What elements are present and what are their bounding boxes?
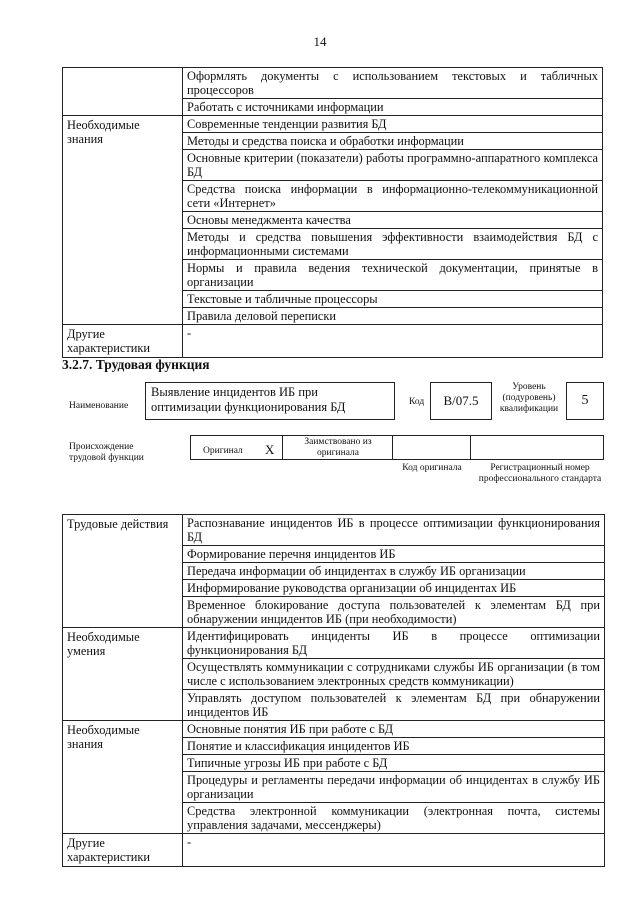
- origin-divider-1: [282, 435, 283, 460]
- other-value: -: [183, 834, 605, 867]
- level-label: Уровень (подуровень) квалификации: [499, 382, 559, 414]
- other-label: Другие характеристики: [63, 834, 183, 867]
- original-label: Оригинал: [203, 446, 243, 456]
- origin-grid: [190, 435, 604, 460]
- actions-label: Трудовые действия: [63, 515, 183, 628]
- table-row: [63, 721, 605, 738]
- function-name-box: [145, 382, 395, 420]
- knowledge-item: Понятие и классификация инцидентов ИБ: [183, 738, 605, 755]
- code-value: B/07.5: [443, 393, 479, 408]
- section-title: 3.2.7. Трудовая функция: [62, 357, 210, 372]
- knowledge-item: Средства поиска информации в информационно-телекоммуникационной сети «Интернет»: [183, 181, 603, 212]
- empty-label-cell: [63, 68, 183, 116]
- knowledge-item: Средства электронной коммуникации (электронная почта, системы управления задачами, мессенджеры): [183, 803, 605, 834]
- action-item: Распознавание инцидентов ИБ в процессе оптимизации функционирования БД: [183, 515, 605, 546]
- table-row: [63, 515, 605, 546]
- skill-item: Оформлять документы с использованием текстовых и табличных процессоров: [183, 68, 603, 99]
- knowledge-item: Текстовые и табличные процессоры: [183, 291, 603, 308]
- function-name: Выявление инцидентов ИБ при оптимизации функционирования БД: [151, 385, 346, 414]
- knowledge-item: Методы и средства повышения эффективности взаимодействия БД с информационными системами: [183, 229, 603, 260]
- table-row: [63, 68, 603, 99]
- skills-label: Необходимые умения: [63, 628, 183, 721]
- table-row: [63, 628, 605, 659]
- knowledge-label: Необходимые знания: [63, 721, 183, 834]
- table-row: [63, 834, 605, 867]
- origin-label: Происхождение трудовой функции: [69, 442, 144, 463]
- action-item: Информирование руководства организации об инцидентах ИБ: [183, 580, 605, 597]
- borrowed-label: Заимствовано из оригинала: [304, 437, 372, 458]
- action-item: Временное блокирование доступа пользователей к элементам БД при обнаружении инцидентов ИБ (при необходимости): [183, 597, 605, 628]
- other-label: Другие характеристики: [63, 325, 183, 358]
- knowledge-item: Типичные угрозы ИБ при работе с БД: [183, 755, 605, 772]
- other-value: -: [183, 325, 603, 358]
- knowledge-item: Основные понятия ИБ при работе с БД: [183, 721, 605, 738]
- knowledge-item: Правила деловой переписки: [183, 308, 603, 325]
- level-box: [566, 382, 604, 420]
- origin-divider-2: [392, 435, 393, 460]
- knowledge-label: Необходимые знания: [63, 116, 183, 325]
- skill-item: Управлять доступом пользователей к элементам БД при обнаружении инцидентов ИБ: [183, 690, 605, 721]
- table-row: [63, 325, 603, 358]
- origin-divider-3: [470, 435, 471, 460]
- action-item: Формирование перечня инцидентов ИБ: [183, 546, 605, 563]
- level-value: 5: [581, 393, 589, 408]
- code-original-caption: Код оригинала: [402, 463, 462, 473]
- code-label: Код: [409, 397, 425, 407]
- skill-item: Осуществлять коммуникации с сотрудниками службы ИБ организации (в том числе с использованием электронных средств коммуникации): [183, 659, 605, 690]
- knowledge-item: Основные критерии (показатели) работы программно-аппаратного комплекса БД: [183, 150, 603, 181]
- knowledge-item: Методы и средства поиска и обработки информации: [183, 133, 603, 150]
- main-requirements-table: [62, 514, 605, 867]
- page-number: 14: [313, 34, 327, 49]
- code-box: [430, 382, 492, 420]
- name-label: Наименование: [69, 401, 129, 411]
- table-row: [63, 116, 603, 133]
- knowledge-item: Нормы и правила ведения технической документации, принятые в организации: [183, 260, 603, 291]
- knowledge-item: Процедуры и регламенты передачи информации об инцидентах в службу ИБ организации: [183, 772, 605, 803]
- knowledge-item: Основы менеджмента качества: [183, 212, 603, 229]
- original-mark: X: [265, 442, 275, 457]
- registration-caption: Регистрационный номер профессионального стандарта: [478, 463, 602, 484]
- top-requirements-table: [62, 67, 603, 358]
- skill-item: Работать с источниками информации: [183, 99, 603, 116]
- knowledge-item: Современные тенденции развития БД: [183, 116, 603, 133]
- skill-item: Идентифицировать инциденты ИБ в процессе оптимизации функционирования БД: [183, 628, 605, 659]
- action-item: Передача информации об инцидентах в службу ИБ организации: [183, 563, 605, 580]
